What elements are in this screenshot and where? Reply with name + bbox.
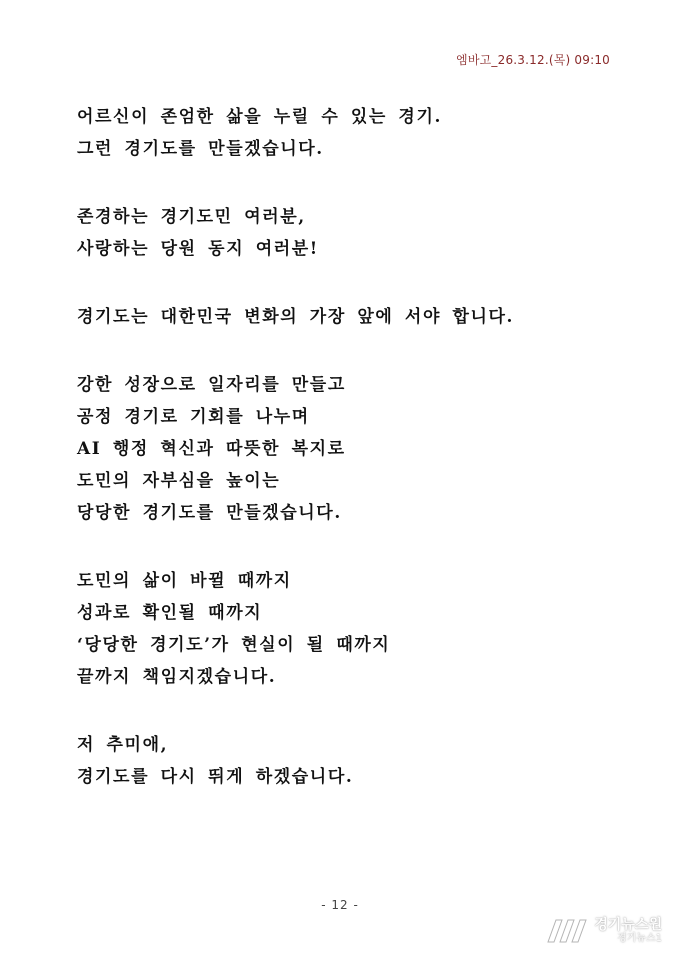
page-number: - 12 -	[321, 898, 359, 912]
text-line: 경기도는 대한민국 변화의 가장 앞에 서야 합니다.	[77, 307, 515, 327]
text-line: 사랑하는 당원 동지 여러분!	[77, 239, 319, 259]
news-watermark	[544, 916, 662, 946]
text-line: 저 추미애,	[77, 735, 169, 755]
news-logo-icon	[544, 916, 588, 946]
text-line: 도민의 삶이 바뀔 때까지	[77, 571, 292, 591]
watermark-main-label: 경기뉴스원	[594, 917, 662, 933]
embargo-stamp: 엠바고_26.3.12.(목) 09:10	[456, 53, 610, 67]
paragraph	[77, 101, 637, 165]
paragraph	[77, 201, 637, 265]
text-line: 성과로 확인될 때까지	[77, 603, 263, 623]
text-line: ‘당당한 경기도’가 현실이 될 때까지	[77, 635, 391, 655]
text-line: 경기도를 다시 뛰게 하겠습니다.	[77, 767, 354, 787]
speech-body	[77, 101, 637, 829]
text-line: 공정 경기로 기회를 나누며	[77, 407, 310, 427]
text-line: 그런 경기도를 만들겠습니다.	[77, 139, 324, 159]
paragraph	[77, 729, 637, 793]
watermark-sub-label: 경기뉴스1	[616, 933, 662, 944]
watermark-text	[594, 917, 662, 945]
text-line: 존경하는 경기도민 여러분,	[77, 207, 306, 227]
text-line: 당당한 경기도를 만들겠습니다.	[77, 503, 342, 523]
text-line: 끝까지 책임지겠습니다.	[77, 667, 277, 687]
paragraph	[77, 301, 637, 333]
text-line: 도민의 자부심을 높이는	[77, 471, 281, 491]
text-line: 어르신이 존엄한 삶을 누릴 수 있는 경기.	[77, 107, 442, 127]
paragraph	[77, 369, 637, 529]
text-line: AI 행정 혁신과 따뜻한 복지로	[77, 439, 346, 459]
text-line: 강한 성장으로 일자리를 만들고	[77, 375, 346, 395]
paragraph	[77, 565, 637, 693]
